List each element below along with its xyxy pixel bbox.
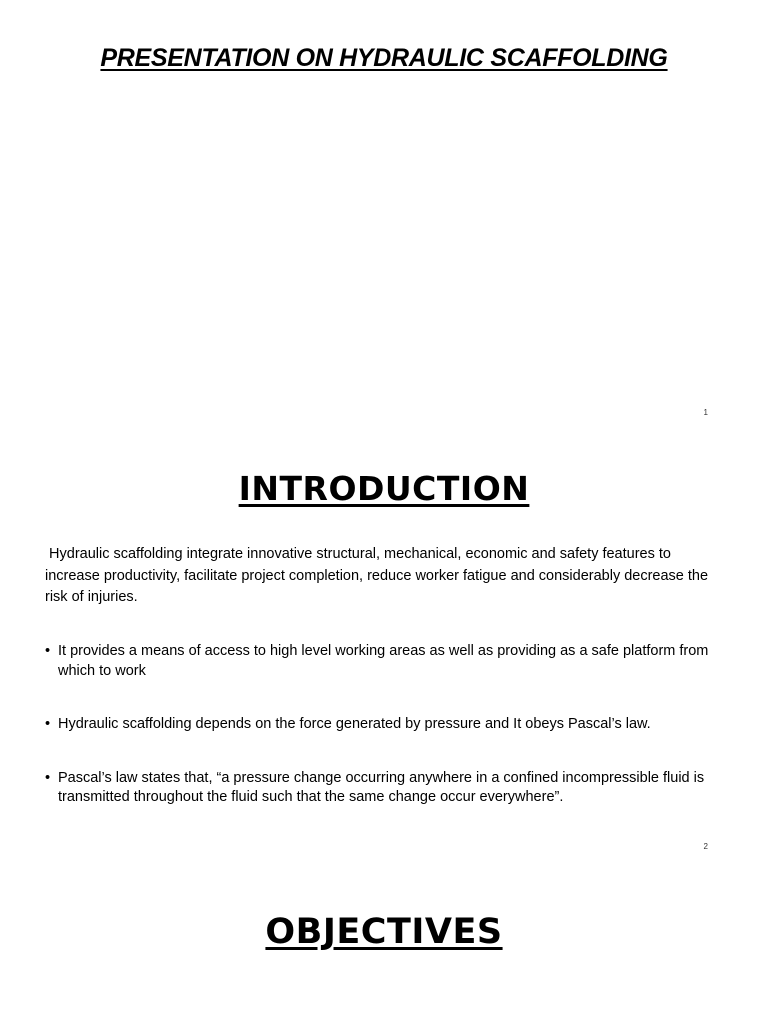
slide-3-title: OBJECTIVES	[265, 912, 503, 952]
bullet-item	[45, 769, 725, 808]
slide-2-title: INTRODUCTION	[238, 469, 530, 508]
bullet-item	[45, 715, 725, 735]
slide-2-page-number: 2	[703, 842, 708, 851]
slide-1-page-number: 1	[703, 408, 708, 417]
bullet-text: It provides a means of access to high level working areas as well as providing as a safe platform from which to work	[58, 643, 709, 679]
intro-paragraph: Hydraulic scaffolding integrate innovative structural, mechanical, economic and safety features to increase productivity, facilitate project completion, reduce worker fatigue and considerably decrease the risk of injuries.	[45, 546, 713, 605]
bullet-text: Pascal’s law states that, “a pressure change occurring anywhere in a confined incompressible fluid is transmitted throughout the fluid such that the same change occur everywhere”.	[58, 769, 705, 805]
intro-bullet-list	[45, 642, 725, 808]
bullet-icon: •	[45, 716, 51, 732]
bullet-icon: •	[45, 643, 51, 659]
bullet-item	[45, 642, 725, 681]
slide-1-title: PRESENTATION ON HYDRAULIC SCAFFOLDING	[100, 44, 668, 72]
bullet-icon: •	[45, 769, 51, 786]
bullet-text: Hydraulic scaffolding depends on the force generated by pressure and It obeys Pascal’s law.	[58, 716, 651, 732]
